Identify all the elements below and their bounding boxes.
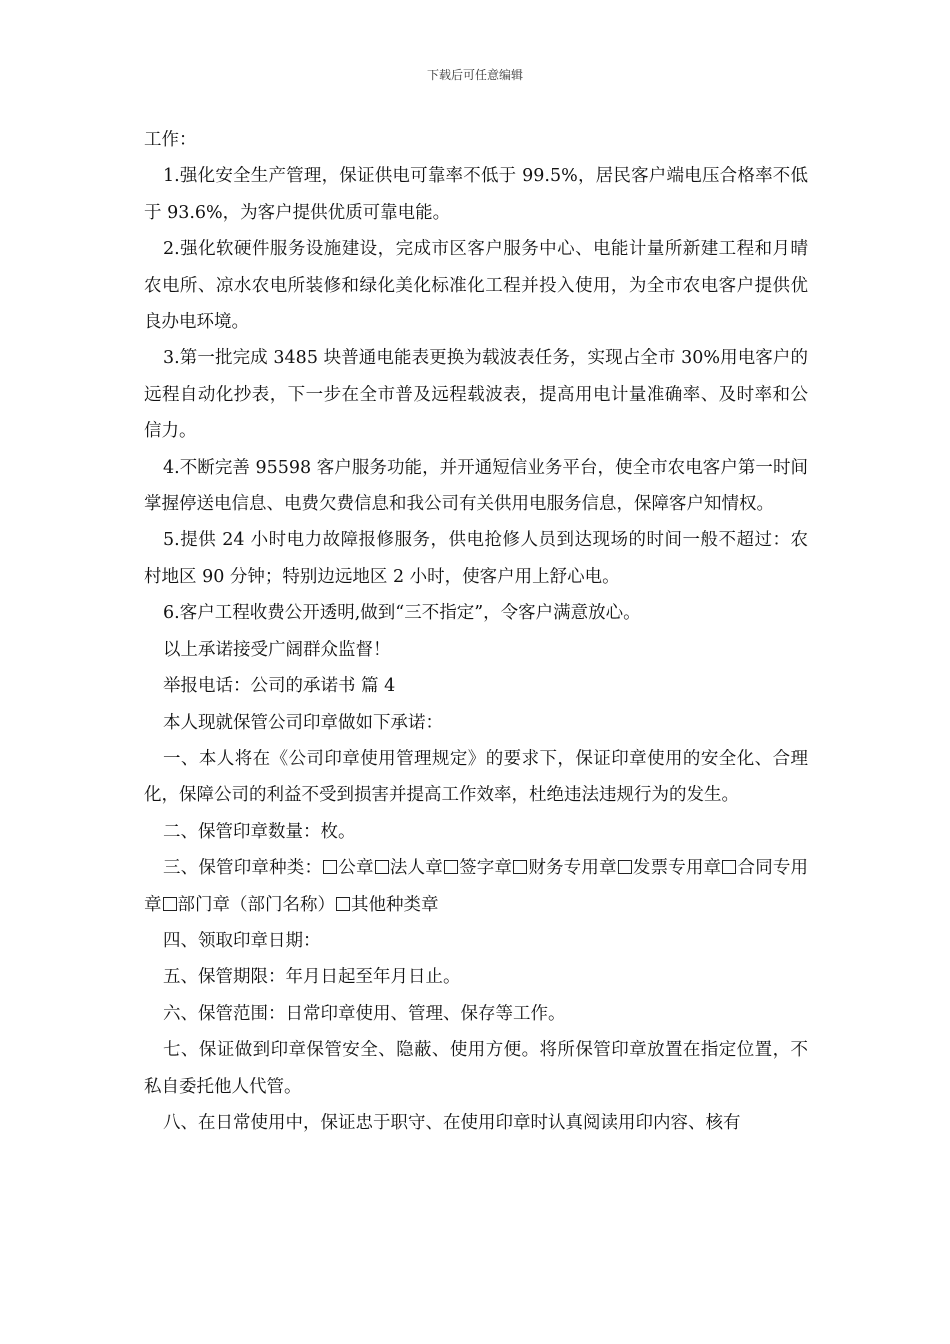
paragraph: 工作： (144, 130, 197, 150)
checkbox[interactable] (336, 897, 350, 911)
commitment-item-5: 5.提供 24 小时电力故障报修服务，供电抢修人员到达现场的时间一般不超过：农村地区 90 分钟；特别边远地区 2 小时，使客户用上舒心电。 (144, 530, 808, 587)
checkbox[interactable] (323, 860, 337, 874)
commitment-item-1: 1.强化安全生产管理，保证供电可靠率不低于 99.5%，居民客户端电压合格率不低于 93.6%，为客户提供优质可靠电能。 (144, 166, 808, 223)
checkbox[interactable] (722, 860, 736, 874)
seal-type-label: 其他种类章 (351, 894, 439, 915)
seal-types-lead: 三、保管印章种类： (163, 858, 323, 879)
checkbox[interactable] (444, 860, 458, 874)
document-body (144, 122, 808, 1141)
page-header: 下载后可任意编辑 (426, 68, 523, 82)
seal-clause-2: 二、保管印章数量：枚。 (163, 821, 356, 842)
commitment-item-6: 6.客户工程收费公开透明,做到“三不指定”，令客户满意放心。 (163, 603, 641, 624)
seal-clause-8: 八、在日常使用中，保证忠于职守、在使用印章时认真阅读用印内容、核有 (163, 1112, 741, 1133)
checkbox[interactable] (375, 860, 389, 874)
checkbox[interactable] (618, 860, 632, 874)
supervision-statement: 以上承诺接受广阔群众监督！ (163, 639, 391, 660)
seal-type-label: 部门章（部门名称） (177, 894, 335, 915)
seal-clause-5: 五、保管期限：年月日起至年月日止。 (163, 967, 461, 988)
seal-clause-3 (144, 850, 808, 923)
seal-type-label: 发票专用章 (632, 858, 722, 879)
seal-clause-6: 六、保管范围：日常印章使用、管理、保存等工作。 (163, 1003, 566, 1024)
commitment-item-4: 4.不断完善 95598 客户服务功能，并开通短信业务平台，使全市农电客户第一时间掌握停送电信息、电费欠费信息和我公司有关供用电服务信息，保障客户知情权。 (144, 457, 808, 515)
seal-type-label: 法人章 (389, 858, 443, 879)
seal-clause-7: 七、保证做到印章保管安全、隐蔽、使用方便。将所保管印章放置在指定位置，不私自委托他人代管。 (144, 1040, 808, 1097)
commitment-item-3: 3.第一批完成 3485 块普通电能表更换为载波表任务，实现占全市 30%用电客户的远程自动化抄表，下一步在全市普及远程载波表，提高用电计量准确率、及时率和公信力。 (144, 348, 808, 442)
checkbox[interactable] (513, 860, 527, 874)
section-heading: 举报电话：公司的承诺书 篇 4 (163, 676, 396, 697)
commitment-item-2: 2.强化软硬件服务设施建设，完成市区客户服务中心、电能计量所新建工程和月晴农电所、凉水农电所装修和绿化美化标准化工程并投入使用，为全市农电客户提供优良办电环境。 (144, 239, 808, 333)
seal-type-label: 合同专用章 (144, 858, 809, 915)
checkbox[interactable] (163, 897, 177, 911)
seal-type-label: 公章 (338, 858, 374, 879)
seal-type-label: 签字章 (458, 858, 513, 879)
seal-type-label: 财务专用章 (528, 858, 617, 879)
seal-clause-4: 四、领取印章日期： (163, 930, 321, 951)
seal-clause-1: 一、本人将在《公司印章使用管理规定》的要求下，保证印章使用的安全化、合理化，保障公司的利益不受到损害并提高工作效率，杜绝违法违规行为的发生。 (144, 748, 808, 806)
seal-intro: 本人现就保管公司印章做如下承诺： (163, 712, 443, 733)
